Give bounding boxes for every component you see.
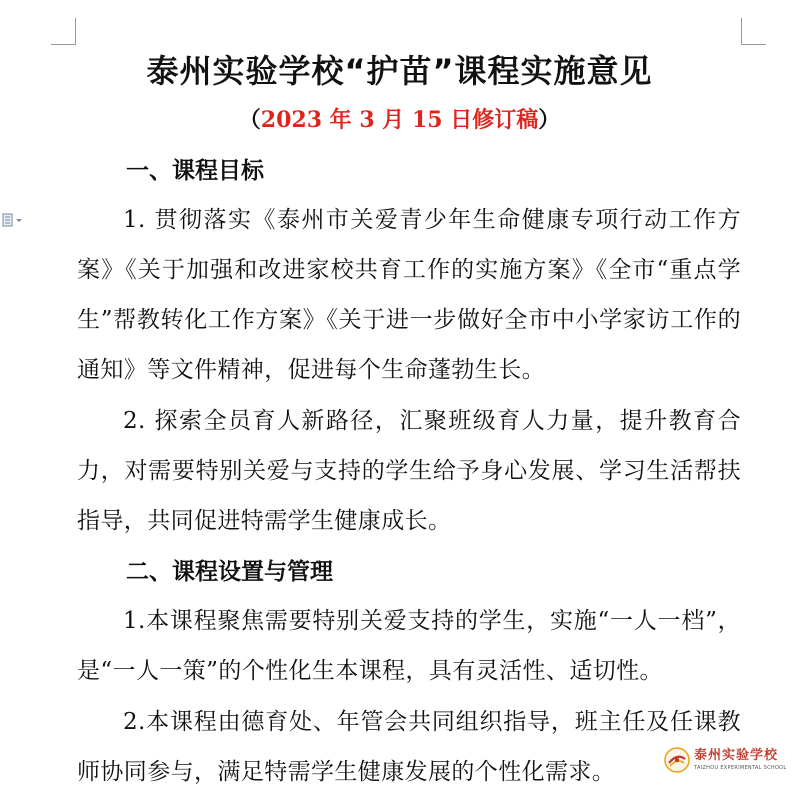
section-heading-goals: 一、课程目标 bbox=[126, 158, 264, 184]
document-paste-icon bbox=[2, 213, 14, 227]
margin-corner-top-right bbox=[741, 18, 766, 45]
paste-options-button[interactable] bbox=[2, 213, 24, 227]
management-paragraph-2: 2.本课程由德育处、年管会共同组织指导，班主任及任课教师协同参与，满足特需学生健康发展的个性化需求。 bbox=[77, 709, 741, 785]
revision-date: 2023 年 3 月 15 日修订稿 bbox=[260, 107, 539, 133]
subtitle-open-paren: （ bbox=[238, 107, 261, 133]
school-emblem-icon bbox=[664, 747, 690, 773]
management-paragraph-1: 1.本课程聚焦需要特别关爱支持的学生，实施“一人一档”，是“一人一策”的个性化生本课程，具有灵活性、适切性。 bbox=[77, 608, 741, 684]
school-name-en: TAIZHOU EXPERIMENTAL SCHOOL bbox=[694, 765, 787, 771]
school-name-cn: 泰州实验学校 bbox=[694, 748, 779, 763]
subtitle-close-paren: ） bbox=[538, 107, 561, 133]
document-title: 泰州实验学校“护苗”课程实施意见 bbox=[146, 52, 653, 90]
goals-paragraph-2: 2. 探索全员育人新路径，汇聚班级育人力量，提升教育合力，对需要特别关爱与支持的学生给予身心发展、学习生活帮扶指导，共同促进特需学生健康成长。 bbox=[77, 408, 741, 534]
document-subtitle bbox=[0, 103, 799, 137]
school-logo bbox=[664, 742, 788, 778]
chevron-down-icon bbox=[16, 219, 22, 222]
margin-corner-top-left bbox=[51, 18, 76, 45]
section-heading-management: 二、课程设置与管理 bbox=[126, 559, 333, 585]
goals-paragraph-1: 1. 贯彻落实《泰州市关爱青少年生命健康专项行动工作方案》《关于加强和改进家校共育工作的实施方案》《全市“重点学生”帮教转化工作方案》《关于进一步做好全市中小学家访工作的通知》等文件精神，促进每个生命蓬勃生长。 bbox=[77, 207, 741, 383]
